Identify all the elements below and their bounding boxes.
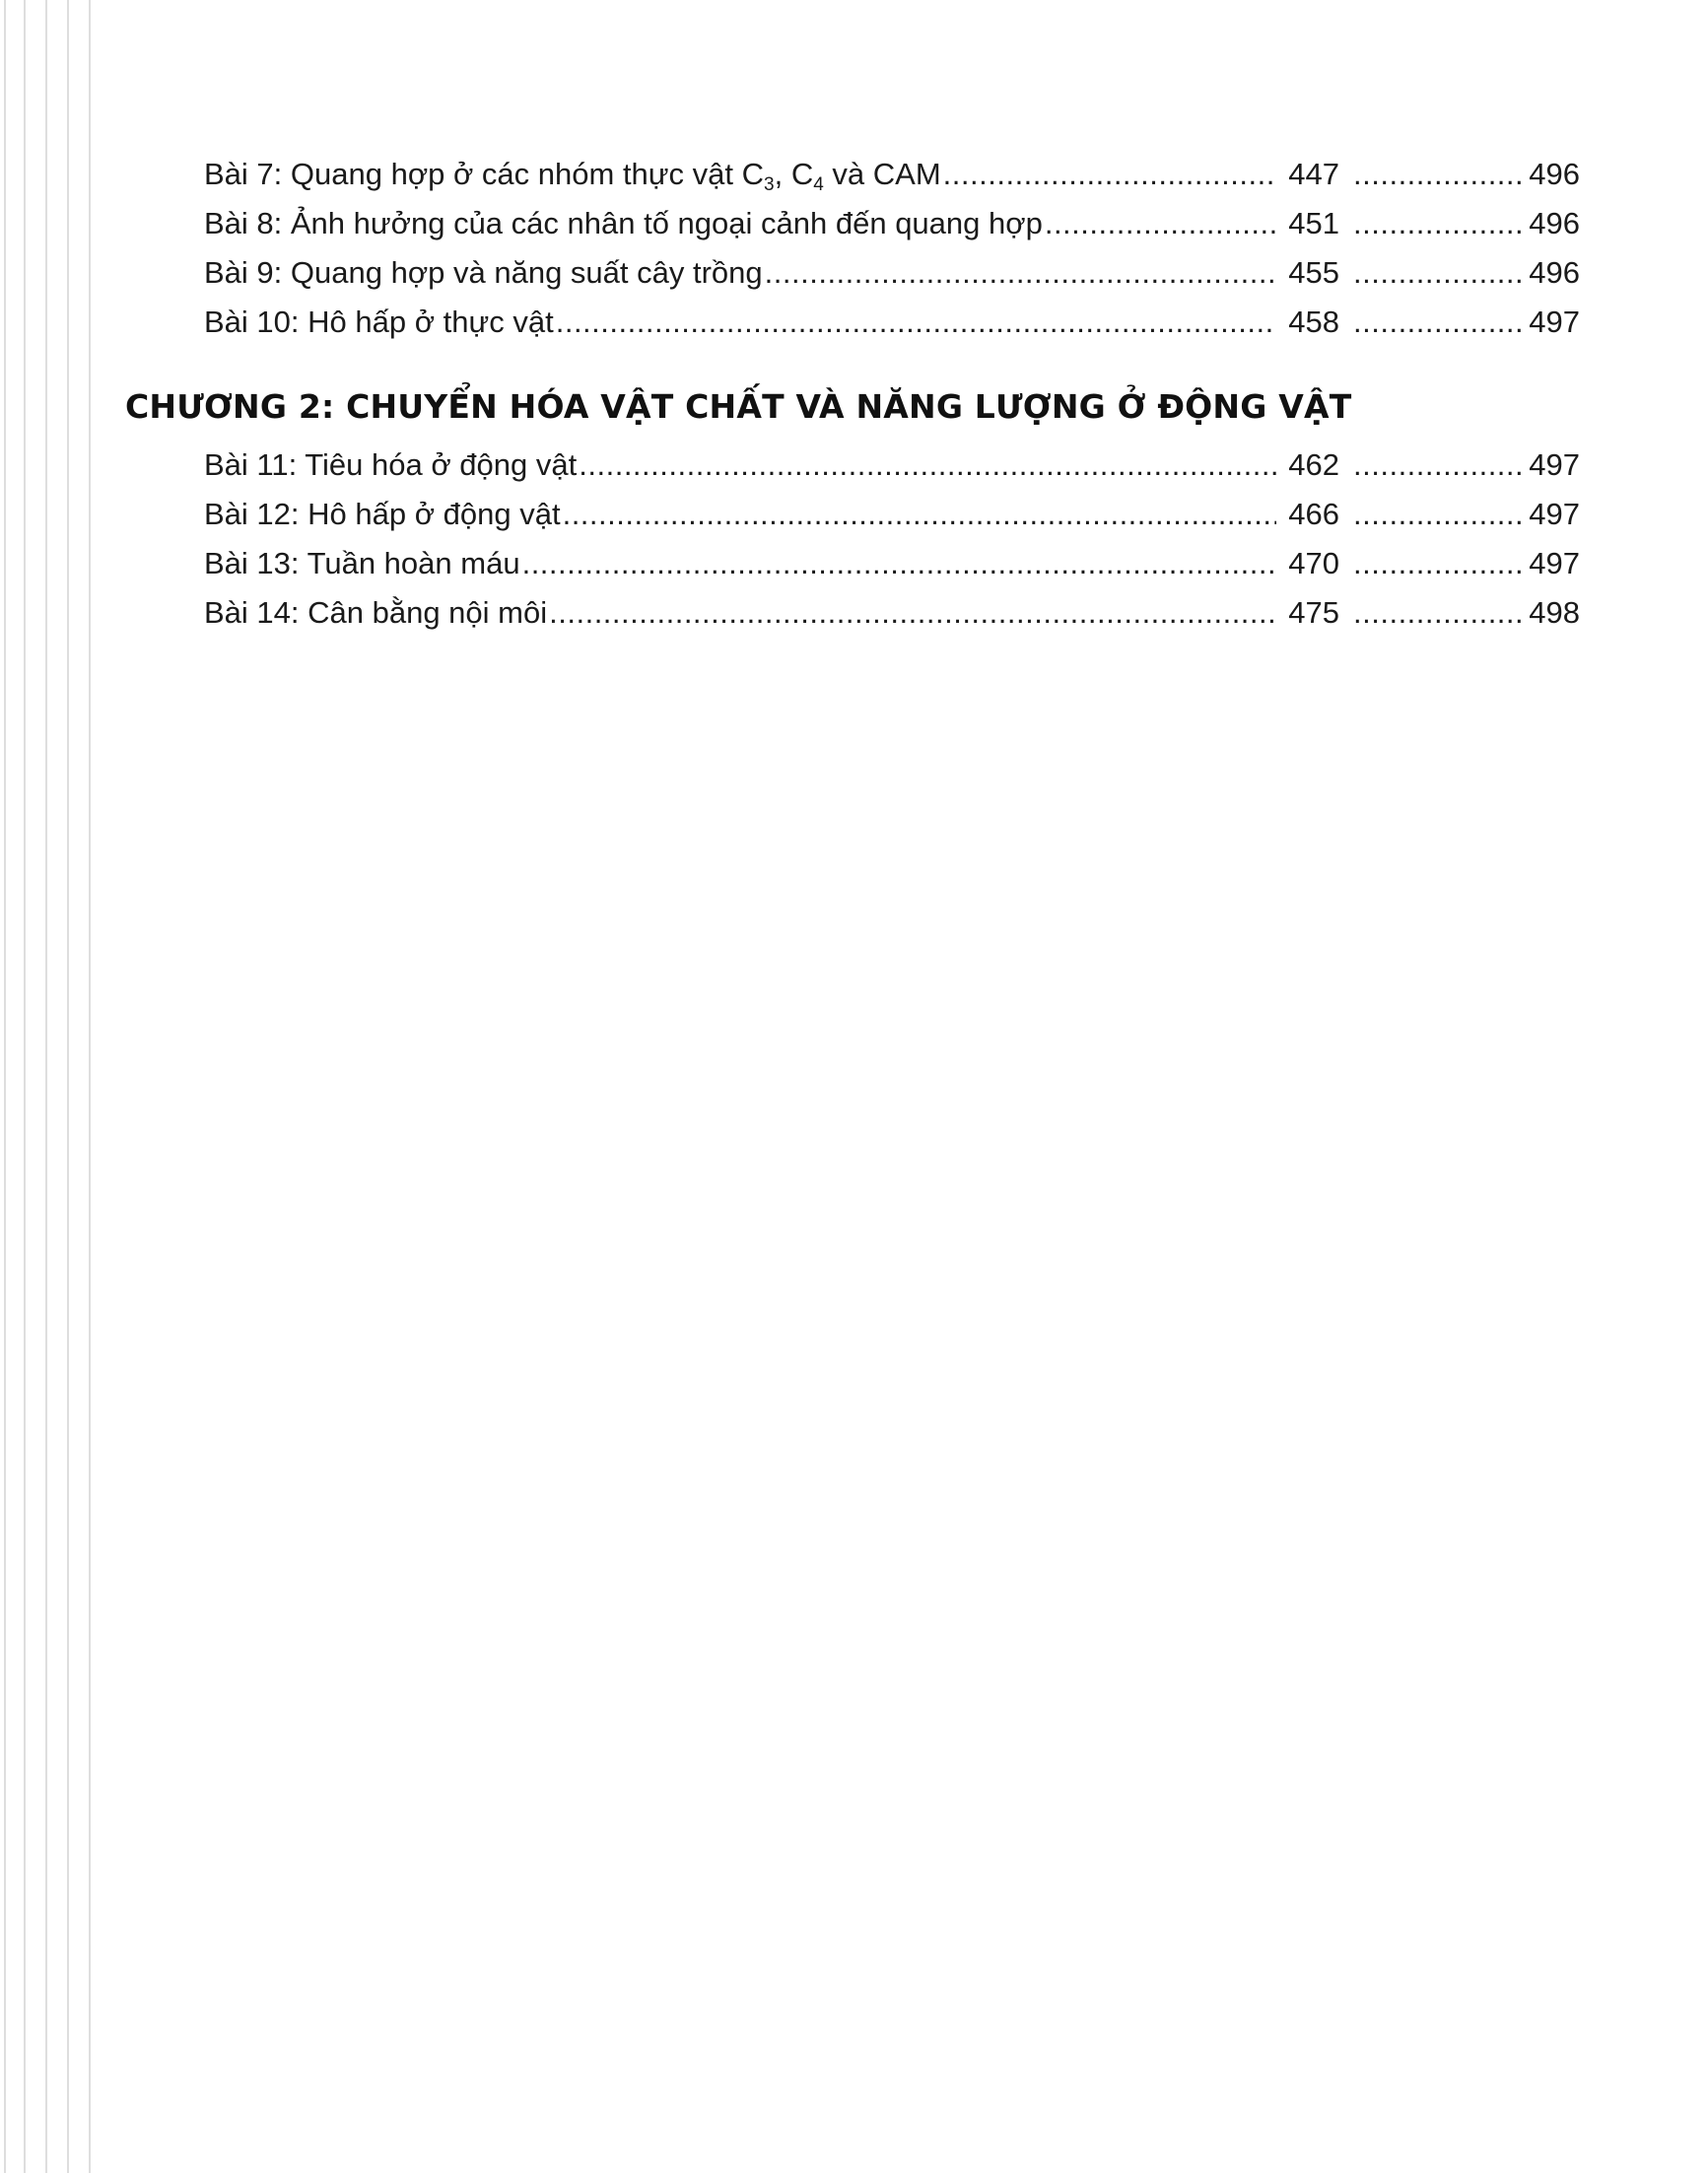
toc-entry-bai-8 [204, 202, 1580, 245]
toc-entry-title: Bài 8: Ảnh hưởng của các nhân tố ngoại cảnh đến quang hợp [204, 206, 1043, 240]
dot-leader [1353, 301, 1521, 344]
dot-leader [943, 153, 1276, 196]
chapter-heading: CHƯƠNG 2: CHUYỂN HÓA VẬT CHẤT VÀ NĂNG LƯỢNG Ở ĐỘNG VẬT [125, 387, 1352, 426]
toc-entry-title: Bài 10: Hô hấp ở thực vật [204, 305, 554, 339]
toc-entry-title: Bài 13: Tuần hoàn máu [204, 546, 520, 580]
toc-entry-bai-13 [204, 542, 1580, 585]
toc-entry-bai-7 [204, 153, 1580, 196]
dot-leader [1353, 153, 1521, 196]
toc-page-number: 455 [1288, 255, 1339, 290]
toc-entry-title: Bài 9: Quang hợp và năng suất cây trồng [204, 255, 763, 290]
toc-entry-title: Bài 11: Tiêu hóa ở động vật [204, 447, 578, 482]
dot-leader [1353, 202, 1521, 245]
toc-page-number: 458 [1288, 305, 1339, 339]
toc-page-number: 466 [1288, 497, 1339, 531]
dot-leader [556, 301, 1276, 344]
toc-entry-bai-11 [204, 443, 1580, 487]
toc-entry-title: Bài 12: Hô hấp ở động vật [204, 497, 561, 531]
toc-answer-page-number: 496 [1529, 206, 1580, 240]
toc-answer-page-number: 496 [1529, 157, 1580, 191]
toc-page-number: 447 [1288, 157, 1339, 191]
toc-page-number: 475 [1288, 595, 1339, 630]
toc-answer-page-number: 498 [1529, 595, 1580, 630]
toc-answer-page-number: 496 [1529, 255, 1580, 290]
toc-answer-page-number: 497 [1529, 546, 1580, 580]
dot-leader [1353, 542, 1521, 585]
toc-answer-page-number: 497 [1529, 497, 1580, 531]
dot-leader [579, 443, 1276, 487]
dot-leader [1353, 591, 1521, 635]
dot-leader [765, 251, 1276, 295]
toc-entry-title: Bài 7: Quang hợp ở các nhóm thực vật $C_3$, $C_4$ và CAM [204, 157, 941, 195]
toc-entry-bai-10 [204, 301, 1580, 344]
toc-entry-bai-9 [204, 251, 1580, 295]
dot-leader [549, 591, 1276, 635]
page-margin-lines [0, 0, 118, 2173]
dot-leader [1353, 443, 1521, 487]
toc-page-number: 470 [1288, 546, 1339, 580]
dot-leader [1353, 493, 1521, 536]
dot-leader [522, 542, 1276, 585]
toc-entry-bai-12 [204, 493, 1580, 536]
toc-page-number: 462 [1288, 447, 1339, 482]
toc-page-number: 451 [1288, 206, 1339, 240]
dot-leader [563, 493, 1276, 536]
dot-leader [1045, 202, 1276, 245]
toc-entry-title: Bài 14: Cân bằng nội môi [204, 595, 548, 630]
toc-entry-bai-14 [204, 591, 1580, 635]
toc-answer-page-number: 497 [1529, 447, 1580, 482]
dot-leader [1353, 251, 1521, 295]
toc-answer-page-number: 497 [1529, 305, 1580, 339]
